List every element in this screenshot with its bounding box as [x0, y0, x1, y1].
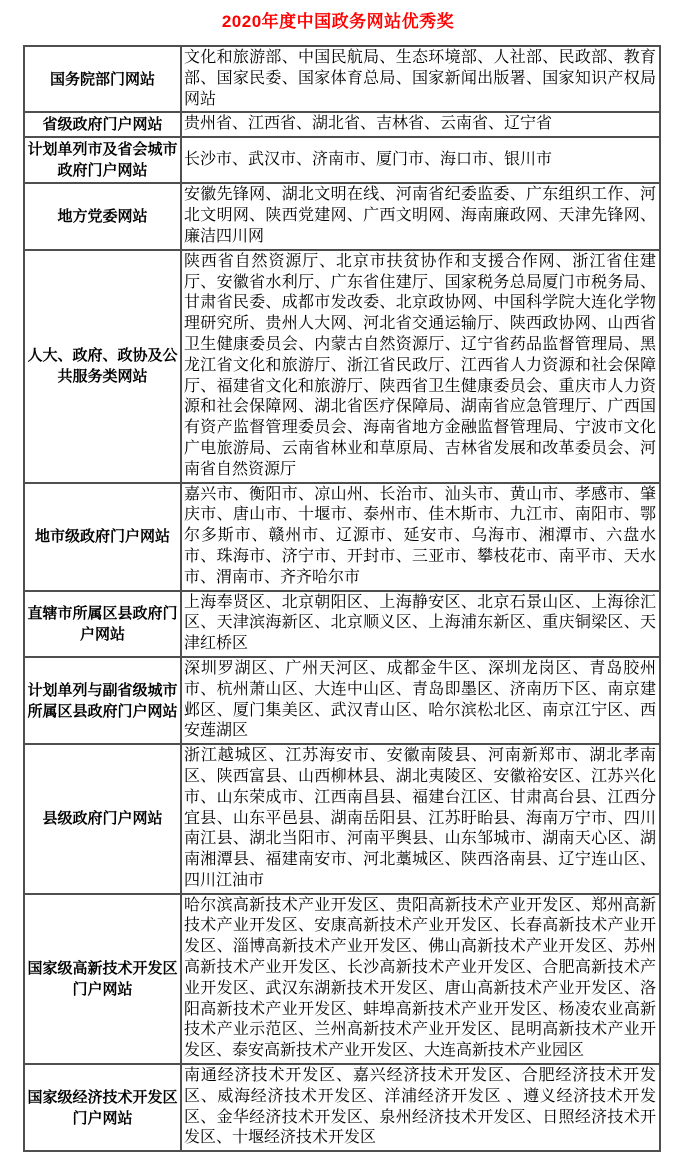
table-row: [24, 46, 660, 112]
awards-table: [23, 45, 661, 1152]
table-row: [24, 657, 660, 744]
category-cell: 地方党委网站: [24, 183, 181, 249]
sites-cell: 浙江越城区、江苏海安市、安徽南陵县、河南新郑市、湖北孝南区、陕西富县、山西柳林县、湖北夷陵区、安徽裕安区、江苏兴化市、山东荣成市、江西南昌县、福建台江区、甘肃高台县、江西分宜县、山东平邑县、湖南岳阳县、江苏盱眙县、海南万宁市、四川南江县、湖北当阳市、河南平舆县、山东邹城市、湖南天心区、湖南湘潭县、福建南安市、河北藁城区、陕西洛南县、辽宁连山区、四川江油市: [181, 744, 660, 894]
table-row: [24, 894, 660, 1064]
table-row: [24, 137, 660, 183]
category-cell: 地市级政府门户网站: [24, 483, 181, 591]
category-cell: 国家级高新技术开发区门户网站: [24, 894, 181, 1064]
page-title: 2020年度中国政务网站优秀奖: [221, 12, 455, 31]
sites-cell: 陕西省自然资源厅、北京市扶贫协作和支援合作网、浙江省住建厅、安徽省水利厅、广东省住建厅、国家税务总局厦门市税务局、甘肃省民委、成都市发改委、北京政协网、中国科学院大连化学物理研究所、贵州人大网、河北省交通运输厅、陕西政协网、山西省卫生健康委员会、内蒙古自然资源厅、辽宁省药品监督管理局、黑龙江省文化和旅游厅、浙江省民政厅、江西省人力资源和社会保障厅、福建省文化和旅游厅、陕西省卫生健康委员会、重庆市人力资源和社会保障网、湖北省医疗保障局、湖南省应急管理厅、广西国有资产监督管理委员会、海南省地方金融监督管理局、宁波市文化广电旅游局、云南省林业和草原局、吉林省发展和改革委员会、河南省自然资源厅: [181, 250, 660, 483]
category-cell: 人大、政府、政协及公共服务类网站: [24, 250, 181, 483]
table-row: [24, 250, 660, 483]
sites-cell: 安徽先锋网、湖北文明在线、河南省纪委监委、广东组织工作、河北文明网、陕西党建网、广西文明网、海南廉政网、天津先锋网、廉洁四川网: [181, 183, 660, 249]
sites-cell: 深圳罗湖区、广州天河区、成都金牛区、深圳龙岗区、青岛胶州市、杭州萧山区、大连中山区、青岛即墨区、济南历下区、南京建邺区、厦门集美区、武汉青山区、哈尔滨松北区、南京江宁区、西安莲湖区: [181, 657, 660, 744]
table-row: [24, 112, 660, 137]
sites-cell: 文化和旅游部、中国民航局、生态环境部、人社部、民政部、教育部、国家民委、国家体育总局、国家新闻出版署、国家知识产权局网站: [181, 46, 660, 112]
sites-cell: 贵州省、江西省、湖北省、吉林省、云南省、辽宁省: [181, 112, 660, 137]
category-cell: 省级政府门户网站: [24, 112, 181, 137]
category-cell: 计划单列市及省会城市政府门户网站: [24, 137, 181, 183]
table-row: [24, 183, 660, 249]
table-row: [24, 1064, 660, 1151]
sites-cell: 南通经济技术开发区、嘉兴经济技术开发区、合肥经济技术开发区、威海经济技术开发区、洋浦经济开发区 、遵义经济技术开发区、金华经济技术开发区、泉州经济技术开发区、日照经济技术开发区、十堰经济技术开发区: [181, 1064, 660, 1151]
sites-cell: 哈尔滨高新技术产业开发区、贵阳高新技术产业开发区、郑州高新技术产业开发区、安康高新技术产业开发区、长春高新技术产业开发区、淄博高新技术产业开发区、佛山高新技术产业开发区、苏州高新技术产业开发区、长沙高新技术产业开发区、合肥高新技术产业开发区、武汉东湖新技术开发区、唐山高新技术产业开发区、洛阳高新技术产业开发区、蚌埠高新技术产业开发区、杨凌农业高新技术产业示范区、兰州高新技术产业开发区、昆明高新技术产业开发区、泰安高新技术产业开发区、大连高新技术产业园区: [181, 894, 660, 1064]
category-cell: 计划单列与副省级城市所属区县政府门户网站: [24, 657, 181, 744]
category-cell: 国家级经济技术开发区门户网站: [24, 1064, 181, 1151]
category-cell: 国务院部门网站: [24, 46, 181, 112]
table-row: [24, 483, 660, 591]
category-cell: 县级政府门户网站: [24, 744, 181, 894]
table-row: [24, 744, 660, 894]
sites-cell: 长沙市、武汉市、济南市、厦门市、海口市、银川市: [181, 137, 660, 183]
table-row: [24, 591, 660, 657]
awards-table-body: [24, 46, 660, 1151]
category-cell: 直辖市所属区县政府门户网站: [24, 591, 181, 657]
sites-cell: 嘉兴市、衡阳市、凉山州、长治市、汕头市、黄山市、孝感市、肇庆市、唐山市、十堰市、泰州市、佳木斯市、九江市、南阳市、鄂尔多斯市、赣州市、辽源市、延安市、乌海市、湘潭市、六盘水市、珠海市、济宁市、开封市、三亚市、攀枝花市、南平市、天水市、渭南市、齐齐哈尔市: [181, 483, 660, 591]
sites-cell: 上海奉贤区、北京朝阳区、上海静安区、北京石景山区、上海徐汇区、天津滨海新区、北京顺义区、上海浦东新区、重庆铜梁区、天津红桥区: [181, 591, 660, 657]
